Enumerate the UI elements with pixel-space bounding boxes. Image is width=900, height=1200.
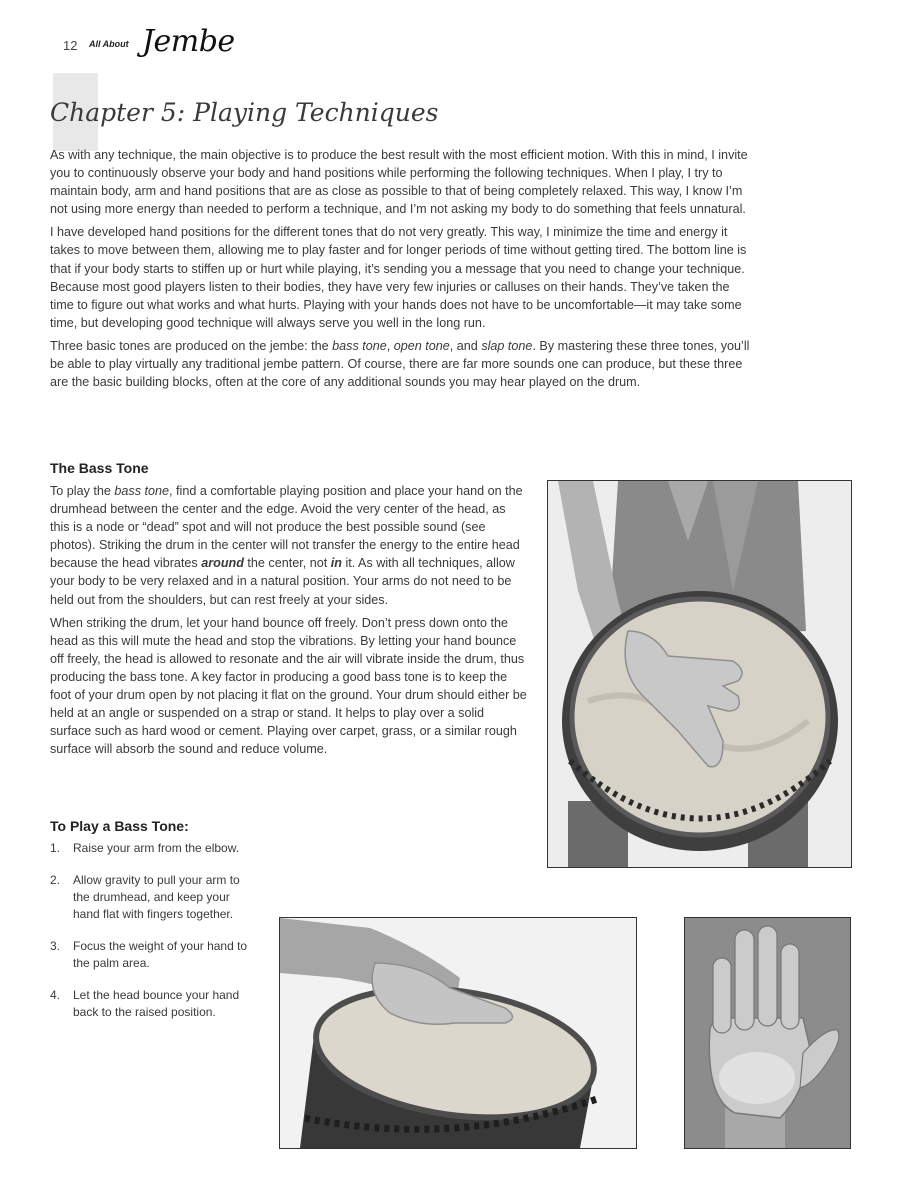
photo-bass-tone-side [279, 917, 637, 1149]
term-open-tone: open tone [393, 338, 450, 353]
list-item: 3. Focus the weight of your hand to the palm area. [50, 939, 248, 970]
list-item: 2. Allow gravity to pull your arm to the drumhead, and keep your hand flat with fingers together. [50, 873, 240, 921]
photo-palm [684, 917, 851, 1149]
chapter-title: Chapter 5: Playing Techniques [50, 98, 439, 127]
steps-list [50, 840, 250, 1036]
bass-tone-text [50, 482, 528, 763]
intro-text [50, 146, 750, 396]
book-title-prefix: All About [89, 39, 129, 49]
list-item: 4. Let the head bounce your hand back to the raised position. [50, 988, 240, 1019]
term-bass-tone: bass tone [332, 338, 387, 353]
steps-heading: To Play a Bass Tone: [50, 818, 189, 834]
book-title: Jembe [142, 24, 235, 59]
bass-tone-heading: The Bass Tone [50, 460, 149, 476]
bass-paragraph-2: When striking the drum, let your hand bounce off freely. Don’t press down onto the head as this will mute the head and stop the vibrations. By letting your hand bounce off freely, the head is allowed to resonate and the air will vibrate inside the drum, thus producing the bass tone. A key factor in producing a good bass tone is to keep the foot of your drum open by not placing it flat on the ground. Your drum should either be held at an angle or suspended on a strap or stand. It helps to play over a solid surface such as hard wood or cement. Playing over carpet, grass, or a similar rough surface will absorb the sound and reduce volume. [50, 615, 527, 757]
page-number: 12 [63, 38, 78, 53]
term-slap-tone: slap tone [481, 338, 533, 353]
intro-paragraph-2: I have developed hand positions for the different tones that do not very greatly. This way, I minimize the time and energy it takes to move between them, allowing me to play faster and for longer periods of time without getting tired. The bottom line is that if your body starts to stiffen up or hurt while playing, it’s sending you a message that you need to change your technique. Because most good players listen to their bodies, they have very few injuries or calluses on their hands. They’ve taken the time to figure out what works and what hurts. Playing with your hands does not have to be uncomfortable—it may take some time, but developing good technique will always serve you well in the long run. [50, 225, 747, 330]
intro-paragraph-3: Three basic tones are produced on the jembe: the bass tone, open tone, and slap tone. By mastering these three tones, you’ll be able to play virtually any traditional jembe pattern. Of course, there are far more sounds one can produce, but these three are the basic building blocks, often at the core of any additional sounds you may hear played on the drum. [50, 338, 750, 390]
bass-paragraph-1: To play the bass tone, find a comfortable playing position and place your hand on the drumhead between the center and the edge. Avoid the very center of the head, as this is a node or “dead” spot and will not produce the best possible sound (see photos). Striking the drum in the center will not transfer the energy to the entire head because the head vibrates around the center, not in it. As with all techniques, allow your body to be very relaxed and in a natural position. Your arms do not need to be held out from the shoulders, but can rest freely at your sides. [50, 484, 523, 607]
intro-paragraph-1: As with any technique, the main objective is to produce the best result with the most efficient motion. With this in mind, I invite you to continuously observe your body and hand positions while performing the following techniques. When I play, I try to maintain body, arm and hand positions that are as close as possible to that of being completely relaxed. This way, I know I’m not using more energy than needed to perform a technique, and I’m not asking my body to do something that feels unnatural. [50, 148, 748, 217]
list-item: 1. Raise your arm from the elbow. [50, 841, 240, 855]
photo-bass-tone-front [547, 480, 852, 868]
